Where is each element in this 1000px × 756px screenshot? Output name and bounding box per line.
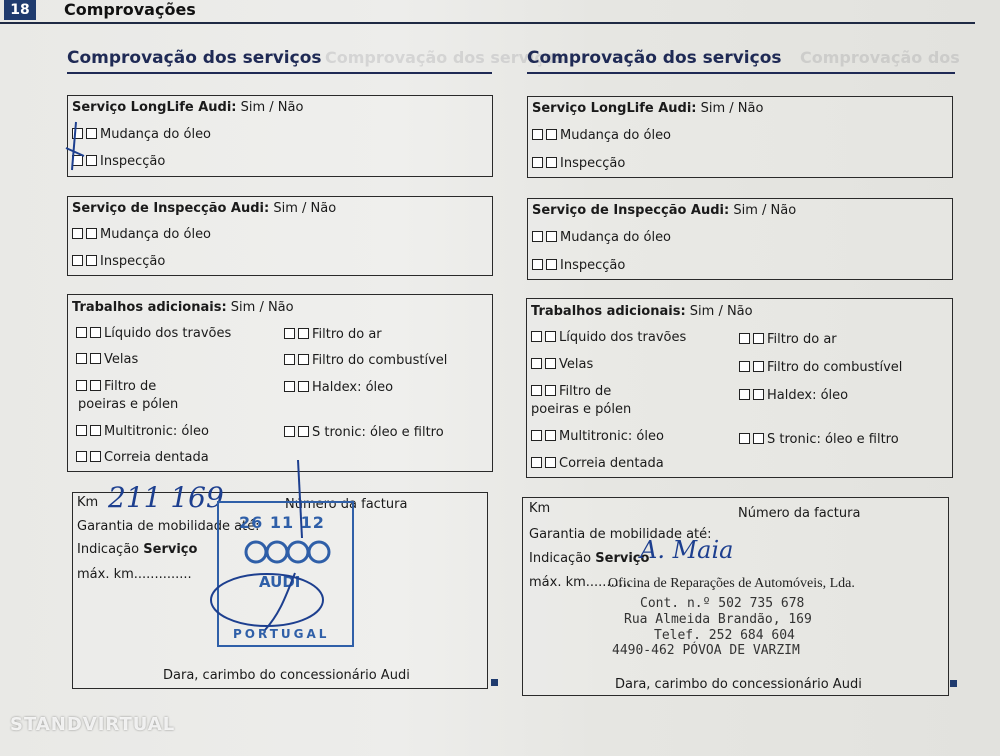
invoice-label: Número da factura [285, 497, 408, 512]
checkbox[interactable] [90, 353, 101, 364]
checkbox[interactable] [76, 327, 87, 338]
left-extra-box [67, 294, 493, 472]
extra-spark-plugs: Velas [76, 352, 138, 367]
checkbox[interactable] [284, 354, 295, 365]
checkbox[interactable] [72, 228, 83, 239]
checkbox[interactable] [298, 426, 309, 437]
longlife-inspection-item: Inspecção [532, 156, 625, 171]
extra-pollen-filter: Filtro de [531, 384, 611, 399]
checkbox[interactable] [298, 354, 309, 365]
inspection-oil-item: Mudança do óleo [532, 230, 671, 245]
right-longlife-box [527, 96, 953, 178]
left-section-title: Comprovação dos serviços [67, 48, 492, 74]
page-number: 18 [4, 0, 36, 20]
inspection-header: Serviço de Inspecção Audi: Sim / Não [72, 201, 337, 216]
checkbox[interactable] [284, 426, 295, 437]
checkbox[interactable] [546, 129, 557, 140]
checkbox[interactable] [739, 433, 750, 444]
extra-timing-belt: Correia dentada [531, 456, 664, 471]
checkbox[interactable] [76, 451, 87, 462]
stamp-country: PORTUGAL [233, 627, 330, 641]
dealer-city: 4490-462 PÓVOA DE VARZIM [612, 643, 800, 658]
checkmark-scribble-icon [62, 120, 92, 180]
checkbox[interactable] [532, 259, 543, 270]
extra-air-filter: Filtro do ar [284, 327, 382, 342]
longlife-oil-item: Mudança do óleo [72, 127, 211, 142]
km-label: Km [77, 495, 99, 510]
inspection-inspection-item: Inspecção [532, 258, 625, 273]
extra-header: Trabalhos adicionais: Sim / Não [531, 304, 753, 319]
checkbox[interactable] [532, 129, 543, 140]
audi-rings-icon [243, 539, 333, 565]
page-header [0, 0, 975, 24]
inspection-oil-item: Mudança do óleo [72, 227, 211, 242]
checkbox[interactable] [76, 380, 87, 391]
right-inspection-box [527, 198, 953, 280]
checkbox[interactable] [545, 457, 556, 468]
extra-multitronic: Multitronic: óleo [531, 429, 664, 444]
extra-pollen-filter: Filtro de [76, 379, 156, 394]
checkbox[interactable] [76, 353, 87, 364]
longlife-inspection-item: Inspecção [72, 154, 165, 169]
checkbox[interactable] [532, 157, 543, 168]
inspection-inspection-item: Inspecção [72, 254, 165, 269]
checkbox[interactable] [753, 389, 764, 400]
inspection-header: Serviço de Inspecção Audi: Sim / Não [532, 203, 797, 218]
checkbox[interactable] [531, 331, 542, 342]
checkbox[interactable] [545, 385, 556, 396]
extra-spark-plugs: Velas [531, 357, 593, 372]
right-section-title: Comprovação dos serviços [527, 48, 955, 74]
extra-haldex: Haldex: óleo [739, 388, 848, 403]
extra-header: Trabalhos adicionais: Sim / Não [72, 300, 294, 315]
checkbox[interactable] [90, 425, 101, 436]
warranty-label: Garantia de mobilidade até: [529, 527, 712, 542]
extra-stronic: S tronic: óleo e filtro [284, 425, 444, 440]
dealer-name: Oficina de Reparações de Automóveis, Lda. [608, 576, 855, 591]
signature-scribble-icon [205, 568, 335, 638]
extra-brake-fluid: Líquido dos travões [76, 326, 231, 341]
extra-pollen-filter-cont: poeiras e pólen [531, 402, 632, 417]
checkbox[interactable] [90, 327, 101, 338]
checkbox[interactable] [284, 328, 295, 339]
checkbox[interactable] [546, 259, 557, 270]
dealer-stamp-caption: Dara, carimbo do concessionário Audi [163, 668, 410, 683]
checkbox[interactable] [86, 255, 97, 266]
checkbox[interactable] [739, 361, 750, 372]
checkbox[interactable] [739, 389, 750, 400]
left-longlife-box [67, 95, 493, 177]
dealer-signature: A. Maia [640, 536, 734, 564]
checkbox[interactable] [532, 231, 543, 242]
checkbox[interactable] [86, 228, 97, 239]
checkbox[interactable] [546, 231, 557, 242]
pen-stroke-icon [290, 460, 310, 540]
extra-pollen-filter-cont: poeiras e pólen [78, 397, 179, 412]
warranty-label: Garantia de mobilidade até: [77, 519, 260, 534]
dealer-phone: Telef. 252 684 604 [654, 628, 795, 643]
checkbox[interactable] [546, 157, 557, 168]
checkbox[interactable] [739, 333, 750, 344]
longlife-header: Serviço LongLife Audi: Sim / Não [72, 100, 304, 115]
checkbox[interactable] [753, 333, 764, 344]
checkbox[interactable] [90, 380, 101, 391]
checkbox[interactable] [284, 381, 295, 392]
checkbox[interactable] [76, 425, 87, 436]
checkbox[interactable] [531, 457, 542, 468]
stamp-brand: AUDI [259, 573, 301, 591]
checkbox[interactable] [72, 255, 83, 266]
checkbox[interactable] [90, 451, 101, 462]
checkbox[interactable] [298, 328, 309, 339]
longlife-header: Serviço LongLife Audi: Sim / Não [532, 101, 764, 116]
checkbox[interactable] [545, 430, 556, 441]
handwritten-km: 211 169 [108, 481, 224, 514]
longlife-oil-item: Mudança do óleo [532, 128, 671, 143]
extra-brake-fluid: Líquido dos travões [531, 330, 686, 345]
km-label: Km [529, 501, 551, 516]
max-km-label: máx. km.............. [77, 567, 192, 582]
checkbox[interactable] [545, 331, 556, 342]
service-indication-label: Indicação Serviço [529, 551, 650, 566]
checkbox[interactable] [753, 361, 764, 372]
checkbox[interactable] [531, 358, 542, 369]
dealer-stamp-caption: Dara, carimbo do concessionário Audi [615, 677, 862, 692]
extra-stronic: S tronic: óleo e filtro [739, 432, 899, 447]
extra-air-filter: Filtro do ar [739, 332, 837, 347]
right-extra-box [526, 298, 953, 478]
stamp-date: 26 11 12 [239, 513, 325, 532]
extra-fuel-filter: Filtro do combustível [284, 353, 447, 368]
dealer-street: Rua Almeida Brandão, 169 [624, 612, 812, 627]
checkbox[interactable] [753, 433, 764, 444]
service-indication-label: Indicação Serviço [77, 542, 198, 557]
watermark-logo: STANDVIRTUAL [10, 714, 176, 735]
extra-timing-belt: Correia dentada [76, 450, 209, 465]
page-title: Comprovações [64, 0, 196, 19]
checkbox[interactable] [298, 381, 309, 392]
bleed-through-title: Comprovação dos serviços [325, 48, 565, 67]
checkbox[interactable] [531, 385, 542, 396]
extra-multitronic: Multitronic: óleo [76, 424, 209, 439]
bleed-through-title-right: Comprovação dos [800, 48, 960, 67]
extra-fuel-filter: Filtro do combustível [739, 360, 902, 375]
invoice-label: Número da factura [738, 506, 861, 521]
dealer-tax-number: Cont. n.º 502 735 678 [640, 596, 805, 611]
section-end-marker [950, 680, 957, 687]
extra-haldex: Haldex: óleo [284, 380, 393, 395]
checkbox[interactable] [531, 430, 542, 441]
left-inspection-box [67, 196, 493, 276]
max-km-label: máx. km........... [529, 575, 632, 590]
section-end-marker [491, 679, 498, 686]
checkbox[interactable] [545, 358, 556, 369]
